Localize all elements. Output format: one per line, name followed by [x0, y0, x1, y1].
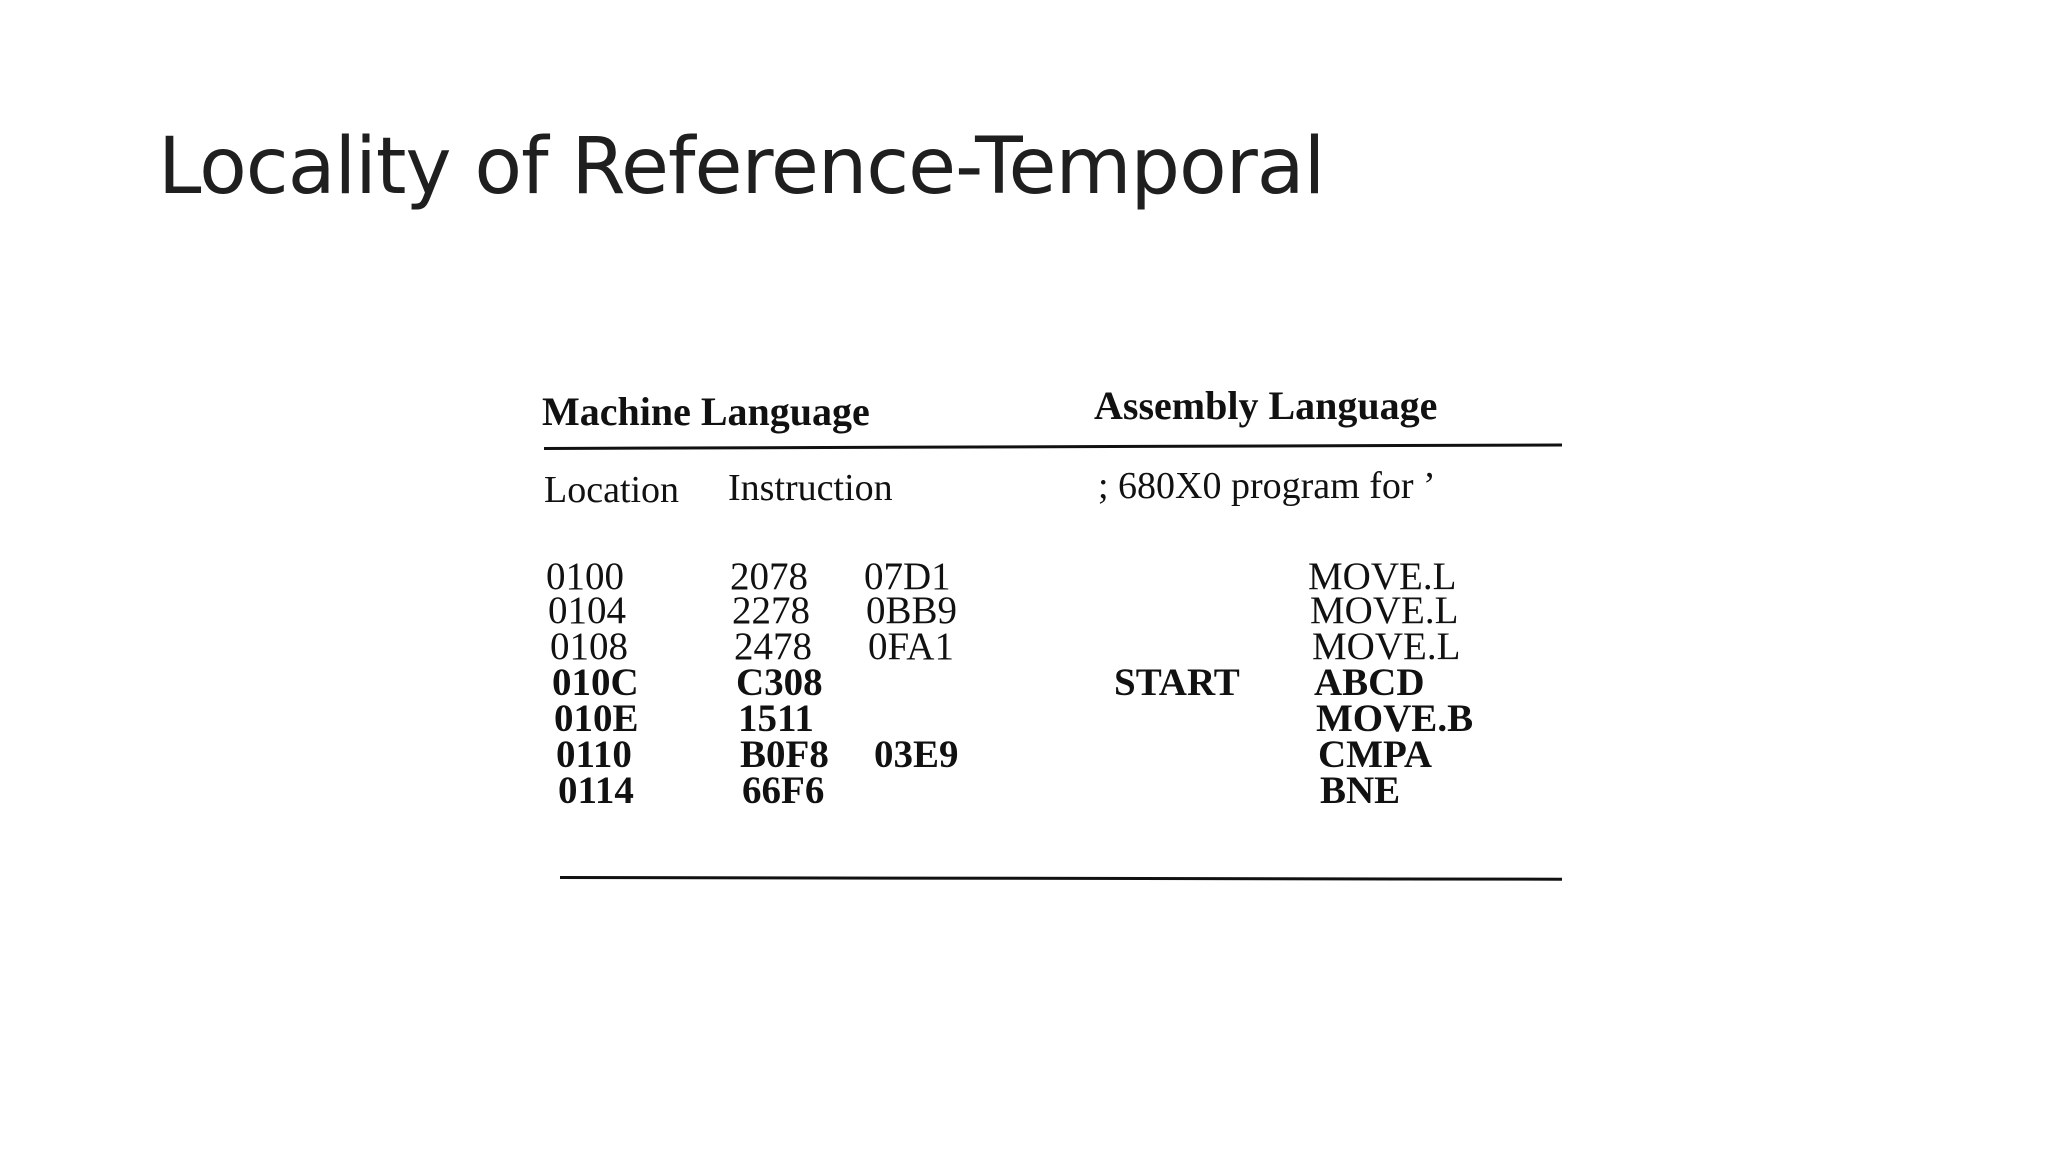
mnemonic-cell: MOVE.L	[1312, 625, 1461, 668]
instruction-word-cell: C308	[736, 661, 823, 704]
instruction-extension-cell: 07D1	[864, 555, 951, 598]
instruction-word-cell: 2078	[730, 555, 808, 598]
location-cell: 0114	[558, 769, 634, 812]
instruction-extension-cell: 03E9	[874, 733, 959, 776]
instruction-extension-cell: 0FA1	[868, 625, 954, 668]
mnemonic-cell: CMPA	[1318, 733, 1433, 776]
program-comment: ; 680X0 program for ’	[1098, 465, 1436, 507]
code-row	[550, 768, 1562, 814]
instruction-word-cell: 2278	[732, 589, 810, 632]
mnemonic-cell: BNE	[1320, 769, 1401, 812]
code-table-figure	[538, 372, 1562, 892]
top-rule	[544, 443, 1562, 450]
instruction-word-cell: 66F6	[742, 769, 825, 812]
location-cell: 010C	[552, 661, 639, 704]
location-cell: 0108	[550, 625, 628, 668]
label-cell: START	[1114, 661, 1240, 704]
assembly-language-header: Assembly Language	[1094, 383, 1438, 428]
mnemonic-cell: MOVE.L	[1308, 555, 1457, 598]
mnemonic-cell: ABCD	[1314, 661, 1425, 704]
instruction-word-cell: 1511	[738, 697, 814, 740]
instruction-word-cell: 2478	[734, 625, 812, 668]
location-cell: 0100	[546, 555, 624, 598]
slide-title: Locality of Reference-Temporal	[158, 122, 1325, 212]
instruction-word-cell: B0F8	[740, 733, 829, 776]
location-cell: 010E	[554, 697, 639, 740]
mnemonic-cell: MOVE.L	[1310, 589, 1459, 632]
location-subheader: Location	[544, 469, 680, 511]
instruction-extension-cell: 0BB9	[866, 589, 958, 632]
mnemonic-cell: MOVE.B	[1316, 697, 1474, 740]
location-cell: 0110	[556, 733, 632, 776]
machine-language-header: Machine Language	[542, 389, 870, 434]
location-cell: 0104	[548, 589, 626, 632]
bottom-rule	[560, 876, 1562, 881]
instruction-subheader: Instruction	[728, 467, 893, 509]
